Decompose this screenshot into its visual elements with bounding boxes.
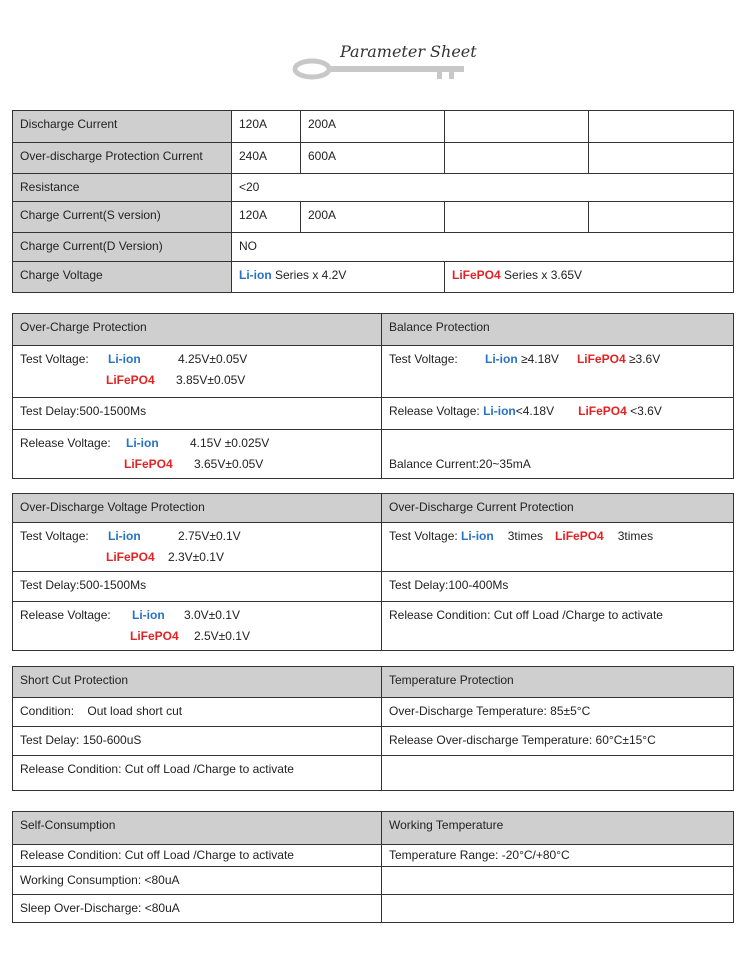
- value-cell: NO: [232, 233, 734, 262]
- field-label: Test Voltage:: [389, 352, 458, 366]
- section-header: Temperature Protection: [382, 667, 734, 698]
- charge-voltage-lfp: Series x 3.65V: [500, 268, 583, 282]
- value-cell: Temperature Range: -20°C/+80°C: [382, 845, 734, 867]
- table-row: [13, 398, 734, 430]
- table-row: [13, 174, 734, 202]
- value-cell: 120A: [232, 111, 301, 143]
- li-ion-label: Li-ion: [461, 529, 494, 543]
- field-value: <4.18V: [515, 404, 555, 418]
- field-value: <3.6V: [626, 404, 662, 418]
- value-cell: 200A: [301, 111, 445, 143]
- row-label: Charge Current(S version): [13, 202, 232, 233]
- table-row: [13, 233, 734, 262]
- field-label: Release Voltage:: [389, 404, 484, 418]
- section-header: Self-Consumption: [13, 812, 382, 845]
- value-cell: Test Delay:500-1500Ms: [13, 572, 382, 602]
- value-cell: [382, 523, 734, 572]
- field-value: ≥3.6V: [625, 352, 661, 366]
- table-row: [13, 845, 734, 867]
- section-header: Short Cut Protection: [13, 667, 382, 698]
- section-header: Over-Charge Protection: [13, 314, 382, 346]
- value-cell: Test Delay:100-400Ms: [382, 572, 734, 602]
- lifepo4-label: LiFePO4: [578, 404, 627, 418]
- empty-cell: [589, 143, 734, 174]
- value-cell: 200A: [301, 202, 445, 233]
- li-ion-label: Li-ion: [239, 268, 272, 282]
- empty-cell: [589, 111, 734, 143]
- table-row: [13, 111, 734, 143]
- field-value: 2.75V±0.1V: [178, 529, 241, 543]
- table-row: [13, 667, 734, 698]
- value-cell: [382, 346, 734, 398]
- consumption-table: [12, 811, 734, 923]
- value-cell: 120A: [232, 202, 301, 233]
- section-header: Over-Discharge Current Protection: [382, 494, 734, 523]
- field-label: Release Voltage:: [20, 608, 111, 622]
- table-row: [13, 756, 734, 791]
- table-row: [13, 895, 734, 923]
- value-cell: Release Condition: Cut off Load /Charge to activate: [13, 845, 382, 867]
- table-row: [13, 523, 734, 572]
- lifepo4-label: LiFePO4: [124, 457, 173, 471]
- value-cell: <20: [232, 174, 734, 202]
- lifepo4-label: LiFePO4: [452, 268, 501, 282]
- row-label: Discharge Current: [13, 111, 232, 143]
- value-cell: Test Delay:500-1500Ms: [13, 398, 382, 430]
- protection-table-2: [12, 493, 734, 651]
- table-row: [13, 494, 734, 523]
- row-label: Over-discharge Protection Current: [13, 143, 232, 174]
- empty-cell: [445, 143, 589, 174]
- empty-cell: [382, 756, 734, 791]
- table-row: [13, 262, 734, 293]
- field-value: 3times: [617, 529, 654, 543]
- value-cell: [382, 398, 734, 430]
- field-value: 4.15V ±0.025V: [190, 436, 270, 450]
- empty-cell: [445, 111, 589, 143]
- value-cell: [13, 602, 382, 651]
- table-row: [13, 602, 734, 651]
- field-value: 2.3V±0.1V: [168, 550, 224, 564]
- section-header: Over-Discharge Voltage Protection: [13, 494, 382, 523]
- lifepo4-label: LiFePO4: [130, 629, 179, 643]
- table-row: [13, 202, 734, 233]
- page-title: Parameter Sheet: [340, 42, 477, 61]
- spec-table: [12, 110, 734, 293]
- value-cell: [232, 262, 445, 293]
- lifepo4-label: LiFePO4: [106, 373, 155, 387]
- table-row: [13, 346, 734, 398]
- field-label: Test Voltage:: [20, 529, 89, 543]
- field-label: Test Voltage:: [20, 352, 89, 366]
- value-cell: Release Over-discharge Temperature: 60°C±15°C: [382, 727, 734, 756]
- value-cell: [13, 523, 382, 572]
- empty-cell: [382, 895, 734, 923]
- li-ion-label: Li-ion: [108, 529, 141, 543]
- field-value: 3times: [507, 529, 544, 543]
- lifepo4-label: LiFePO4: [576, 352, 626, 366]
- field-value: 2.5V±0.1V: [194, 629, 250, 643]
- table-row: [13, 314, 734, 346]
- value-cell: Over-Discharge Temperature: 85±5°C: [382, 698, 734, 727]
- value-cell: [445, 262, 734, 293]
- field-value: 3.85V±0.05V: [176, 373, 246, 387]
- li-ion-label: Li-ion: [108, 352, 141, 366]
- table-row: [13, 812, 734, 845]
- protection-table-3: [12, 666, 734, 791]
- empty-cell: [382, 867, 734, 895]
- field-value: 3.0V±0.1V: [184, 608, 240, 622]
- section-header: Working Temperature: [382, 812, 734, 845]
- value-cell: [382, 430, 734, 479]
- table-row: [13, 727, 734, 756]
- lifepo4-label: LiFePO4: [106, 550, 155, 564]
- field-label: Release Voltage:: [20, 436, 111, 450]
- row-label: Charge Voltage: [13, 262, 232, 293]
- field-label: Test Voltage:: [389, 529, 462, 543]
- li-ion-label: Li-ion: [485, 352, 518, 366]
- key-icon: [292, 58, 472, 80]
- table-row: [13, 430, 734, 479]
- li-ion-label: Li-ion: [126, 436, 159, 450]
- empty-cell: [589, 202, 734, 233]
- field-value: Balance Current:20~35mA: [389, 457, 531, 471]
- table-row: [13, 867, 734, 895]
- empty-cell: [445, 202, 589, 233]
- row-label: Resistance: [13, 174, 232, 202]
- field-value: 3.65V±0.05V: [194, 457, 264, 471]
- table-row: [13, 572, 734, 602]
- value-cell: [13, 430, 382, 479]
- value-cell: Release Condition: Cut off Load /Charge to activate: [382, 602, 734, 651]
- value-cell: Sleep Over-Discharge: <80uA: [13, 895, 382, 923]
- field-value: 4.25V±0.05V: [178, 352, 248, 366]
- value-cell: Release Condition: Cut off Load /Charge to activate: [13, 756, 382, 791]
- value-cell: 240A: [232, 143, 301, 174]
- lifepo4-label: LiFePO4: [555, 529, 604, 543]
- value-cell: [13, 346, 382, 398]
- row-label: Charge Current(D Version): [13, 233, 232, 262]
- table-row: [13, 143, 734, 174]
- value-cell: 600A: [301, 143, 445, 174]
- section-header: Balance Protection: [382, 314, 734, 346]
- value-cell: Working Consumption: <80uA: [13, 867, 382, 895]
- li-ion-label: Li-ion: [483, 404, 516, 418]
- charge-voltage-li: Series x 4.2V: [271, 268, 347, 282]
- li-ion-label: Li-ion: [132, 608, 165, 622]
- value-cell: Test Delay: 150-600uS: [13, 727, 382, 756]
- field-value: ≥4.18V: [517, 352, 559, 366]
- value-cell: Condition: Out load short cut: [13, 698, 382, 727]
- table-row: [13, 698, 734, 727]
- protection-table-1: [12, 313, 734, 479]
